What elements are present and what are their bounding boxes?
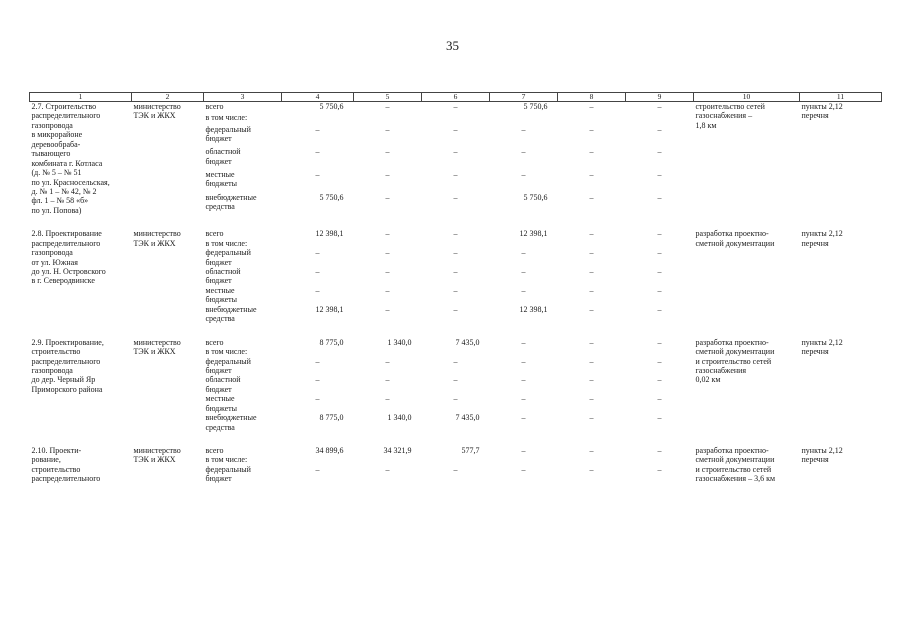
block-spacer xyxy=(30,215,882,229)
amount-cell: – xyxy=(521,285,526,295)
amount-cell: – xyxy=(453,304,458,314)
amount-cell: – xyxy=(589,147,594,157)
table-row xyxy=(30,338,882,347)
amount-cell: – xyxy=(385,356,390,366)
measure-name-line: по ул. Попова) xyxy=(31,205,82,215)
expected-result-line: газоснабжения – xyxy=(695,111,753,121)
amount-cell: – xyxy=(453,192,458,202)
table-row xyxy=(30,229,882,238)
block-spacer xyxy=(30,432,882,446)
amount-cell xyxy=(282,455,354,464)
amount-cell: 5 750,6 xyxy=(523,192,548,202)
funding-source-cell xyxy=(204,113,282,124)
column-number: 3 xyxy=(204,93,282,102)
amount-cell: 577,7 xyxy=(461,446,480,455)
executor-cell xyxy=(132,338,204,432)
funding-source-line: бюджеты xyxy=(205,295,238,305)
expected-result-line: 1,8 км xyxy=(695,120,717,130)
executor-line: министерство xyxy=(133,446,181,455)
measure-name-line: фл. 1 – № 58 «б» xyxy=(31,196,89,206)
amount-cell: – xyxy=(589,446,594,455)
column-number: 8 xyxy=(558,93,626,102)
funding-source-line: внебюджетные xyxy=(205,304,257,314)
amount-cell: – xyxy=(589,356,594,366)
expected-result-cell xyxy=(694,446,800,484)
amount-cell: – xyxy=(385,464,390,474)
amount-cell: 34 899,6 xyxy=(315,446,344,455)
measure-name-cell xyxy=(30,102,132,216)
measure-name-line: (д. № 5 – № 51 xyxy=(31,168,82,178)
executor-line: ТЭК и ЖКХ xyxy=(133,238,176,248)
amount-cell xyxy=(422,347,490,356)
funding-source-line: областной xyxy=(205,375,241,385)
amount-cell: – xyxy=(315,394,320,404)
amount-cell xyxy=(422,113,490,124)
amount-cell: – xyxy=(521,248,526,258)
amount-cell: – xyxy=(315,267,320,276)
points-line: перечня xyxy=(801,238,829,248)
executor-line: министерство xyxy=(133,102,181,111)
table-row xyxy=(30,102,882,114)
column-number: 1 xyxy=(30,93,132,102)
measure-name-cell xyxy=(30,338,132,432)
amount-cell: – xyxy=(521,337,526,347)
amount-cell: – xyxy=(589,337,594,347)
expected-result-line: сметной документации xyxy=(695,455,775,465)
column-number: 9 xyxy=(626,93,694,102)
funding-source-line: бюджеты xyxy=(205,403,238,413)
funding-source-line: всего xyxy=(205,229,224,239)
amount-cell: – xyxy=(385,169,390,179)
funding-source-line: средства xyxy=(205,422,235,432)
executor-line: ТЭК и ЖКХ xyxy=(133,455,176,465)
amount-cell xyxy=(354,113,422,124)
executor-cell xyxy=(132,229,204,323)
page-number: 35 xyxy=(446,38,459,53)
measure-name-line: строительство xyxy=(31,347,81,357)
measure-name-line: распределительного xyxy=(31,356,101,366)
amount-cell: 5 750,6 xyxy=(523,102,548,111)
amount-cell: – xyxy=(521,124,526,134)
amount-cell xyxy=(490,455,558,464)
amount-cell xyxy=(490,113,558,124)
funding-source-line: бюджет xyxy=(205,276,232,286)
funding-source-cell xyxy=(204,248,282,267)
amount-cell: – xyxy=(657,169,662,179)
amount-cell: 12 398,1 xyxy=(519,229,548,239)
funding-source-line: бюджет xyxy=(205,474,232,484)
amount-cell: – xyxy=(589,304,594,314)
amount-cell: – xyxy=(657,102,662,111)
executor-cell xyxy=(132,102,204,216)
funding-source-cell xyxy=(204,465,282,484)
amount-cell: – xyxy=(385,304,390,314)
measure-name-line: распределительного xyxy=(31,238,101,248)
funding-source-line: в том числе: xyxy=(205,238,248,248)
amount-cell: – xyxy=(385,192,390,202)
column-number: 6 xyxy=(422,93,490,102)
expected-result-line: 0,02 км xyxy=(695,375,721,385)
amount-cell: 8 775,0 xyxy=(319,337,344,347)
amount-cell: – xyxy=(657,304,662,314)
points-cell xyxy=(800,446,882,484)
funding-source-cell xyxy=(204,357,282,376)
amount-cell: – xyxy=(657,248,662,258)
amount-cell: – xyxy=(589,413,594,423)
measure-name-line: до дер. Черный Яр xyxy=(31,375,96,385)
funding-source-cell xyxy=(204,229,282,238)
amount-cell: – xyxy=(315,147,320,157)
funding-source-line: федеральный xyxy=(205,124,251,134)
executor-line: ТЭК и ЖКХ xyxy=(133,347,176,357)
measure-name-line: деревообраба- xyxy=(31,139,81,149)
funding-source-line: внебюджетные xyxy=(205,413,257,423)
column-number: 10 xyxy=(694,93,800,102)
amount-cell xyxy=(282,113,354,124)
funding-source-line: федеральный xyxy=(205,248,251,258)
amount-cell: 7 435,0 xyxy=(455,413,480,423)
amount-cell: – xyxy=(453,124,458,134)
amount-cell xyxy=(558,455,626,464)
measure-name-cell xyxy=(30,229,132,323)
amount-cell: – xyxy=(521,413,526,423)
funding-source-cell xyxy=(204,125,282,148)
amount-cell: – xyxy=(521,446,526,455)
amount-cell: – xyxy=(589,375,594,385)
amount-cell: – xyxy=(315,356,320,366)
measure-name-line: распределительного xyxy=(31,111,101,121)
amount-cell: – xyxy=(453,267,458,276)
amount-cell xyxy=(626,455,694,464)
funding-source-line: средства xyxy=(205,314,235,324)
expected-result-line: и строительство сетей xyxy=(695,356,772,366)
amount-cell xyxy=(626,239,694,248)
measure-name-line: Приморского района xyxy=(31,384,103,394)
measure-name-line: 2.8. Проектирование xyxy=(31,229,102,239)
funding-source-cell xyxy=(204,267,282,286)
amount-cell: 1 340,0 xyxy=(387,413,412,423)
amount-cell: – xyxy=(589,192,594,202)
amount-cell: – xyxy=(385,285,390,295)
amount-cell: – xyxy=(315,124,320,134)
measure-name-line: рование, xyxy=(31,455,61,465)
funding-source-cell xyxy=(204,193,282,216)
amount-cell: – xyxy=(385,102,390,111)
amount-cell: – xyxy=(657,464,662,474)
block-spacer-cell xyxy=(30,324,882,338)
funding-source-line: местные xyxy=(205,394,235,404)
amount-cell xyxy=(490,239,558,248)
amount-cell: – xyxy=(589,285,594,295)
funding-source-cell xyxy=(204,170,282,193)
amount-cell: – xyxy=(453,375,458,385)
amount-cell: – xyxy=(657,356,662,366)
amount-cell: – xyxy=(657,229,662,239)
amount-cell: – xyxy=(521,394,526,404)
funding-source-line: в том числе: xyxy=(205,347,248,357)
column-number: 11 xyxy=(800,93,882,102)
block-spacer-cell xyxy=(30,432,882,446)
amount-cell: – xyxy=(521,464,526,474)
expected-result-cell xyxy=(694,102,800,216)
amount-cell: – xyxy=(385,147,390,157)
points-line: перечня xyxy=(801,111,829,121)
amount-cell: – xyxy=(657,124,662,134)
amount-cell xyxy=(558,239,626,248)
block-spacer xyxy=(30,324,882,338)
measure-name-cell xyxy=(30,446,132,484)
measure-name-line: тывающего xyxy=(31,149,71,159)
amount-cell: – xyxy=(657,147,662,157)
amount-cell: – xyxy=(589,394,594,404)
column-number: 5 xyxy=(354,93,422,102)
funding-source-line: бюджет xyxy=(205,156,232,166)
amount-cell: – xyxy=(657,446,662,455)
funding-source-line: областной xyxy=(205,147,241,157)
measure-name-line: по ул. Красносельская, xyxy=(31,177,110,187)
funding-source-line: бюджет xyxy=(205,384,232,394)
amount-cell: – xyxy=(315,248,320,258)
column-number: 4 xyxy=(282,93,354,102)
amount-cell: – xyxy=(453,394,458,404)
expected-result-cell xyxy=(694,229,800,323)
points-cell xyxy=(800,229,882,323)
amount-cell: 12 398,1 xyxy=(519,304,548,314)
column-number-row xyxy=(30,93,882,102)
amount-cell: – xyxy=(315,375,320,385)
column-number: 7 xyxy=(490,93,558,102)
funding-source-cell xyxy=(204,455,282,464)
points-line: перечня xyxy=(801,455,829,465)
expected-result-line: и строительство сетей xyxy=(695,464,772,474)
amount-cell: – xyxy=(453,169,458,179)
executor-line: министерство xyxy=(133,229,181,239)
funding-source-line: бюджет xyxy=(205,134,232,144)
amount-cell xyxy=(354,239,422,248)
amount-cell: – xyxy=(589,169,594,179)
amount-cell: – xyxy=(657,375,662,385)
funding-source-cell xyxy=(204,239,282,248)
amount-cell: – xyxy=(589,248,594,258)
funding-source-line: местные xyxy=(205,285,235,295)
funding-source-cell xyxy=(204,147,282,170)
amount-cell: – xyxy=(453,102,458,111)
amount-cell: – xyxy=(453,248,458,258)
points-line: перечня xyxy=(801,347,829,357)
amount-cell: – xyxy=(589,229,594,239)
amount-cell: – xyxy=(657,394,662,404)
funding-source-line: в том числе: xyxy=(205,455,248,465)
funding-source-line: бюджет xyxy=(205,257,232,267)
program-table xyxy=(29,92,882,484)
amount-cell xyxy=(490,347,558,356)
executor-cell xyxy=(132,446,204,484)
funding-source-cell xyxy=(204,102,282,114)
column-number: 2 xyxy=(132,93,204,102)
measure-name-line: газопровода xyxy=(31,365,73,375)
executor-line: ТЭК и ЖКХ xyxy=(133,111,176,121)
executor-line: министерство xyxy=(133,337,181,347)
amount-cell: 12 398,1 xyxy=(315,304,344,314)
points-line: пункты 2,12 xyxy=(801,337,843,347)
amount-cell: – xyxy=(657,192,662,202)
amount-cell xyxy=(422,455,490,464)
funding-source-cell xyxy=(204,446,282,455)
amount-cell: – xyxy=(657,267,662,276)
amount-cell xyxy=(558,113,626,124)
amount-cell xyxy=(282,347,354,356)
amount-cell xyxy=(354,347,422,356)
amount-cell: – xyxy=(521,267,526,276)
funding-source-line: федеральный xyxy=(205,464,251,474)
measure-name-line: распределительного xyxy=(31,474,101,484)
funding-source-cell xyxy=(204,347,282,356)
amount-cell xyxy=(354,455,422,464)
amount-cell: – xyxy=(385,267,390,276)
expected-result-line: разработка проектно- xyxy=(695,337,769,347)
funding-source-line: местные xyxy=(205,169,235,179)
expected-result-line: газоснабжения – 3,6 км xyxy=(695,474,776,484)
funding-source-line: средства xyxy=(205,202,235,212)
expected-result-line: сметной документации xyxy=(695,238,775,248)
funding-source-line: бюджеты xyxy=(205,179,238,189)
points-cell xyxy=(800,102,882,216)
measure-name-line: комбината г. Котласа xyxy=(31,158,103,168)
amount-cell: – xyxy=(453,229,458,239)
amount-cell xyxy=(626,347,694,356)
amount-cell: – xyxy=(657,285,662,295)
measure-name-line: до ул. Н. Островского xyxy=(31,267,106,276)
measure-name-line: 2.9. Проектирование, xyxy=(31,337,104,347)
points-line: пункты 2,12 xyxy=(801,102,843,111)
amount-cell: 1 340,0 xyxy=(387,337,412,347)
expected-result-line: газоснабжения xyxy=(695,365,747,375)
points-cell xyxy=(800,338,882,432)
funding-source-cell xyxy=(204,286,282,305)
amount-cell xyxy=(422,239,490,248)
expected-result-line: разработка проектно- xyxy=(695,446,769,455)
amount-cell: – xyxy=(521,169,526,179)
amount-cell: – xyxy=(385,375,390,385)
measure-name-line: газопровода xyxy=(31,120,73,130)
funding-source-line: в том числе: xyxy=(205,113,248,123)
amount-cell: 7 435,0 xyxy=(455,337,480,347)
amount-cell: – xyxy=(453,285,458,295)
table-row xyxy=(30,446,882,455)
amount-cell: – xyxy=(453,356,458,366)
amount-cell: – xyxy=(589,102,594,111)
points-line: пункты 2,12 xyxy=(801,229,843,239)
funding-source-line: областной xyxy=(205,267,241,276)
measure-name-line: строительство xyxy=(31,464,81,474)
measure-name-line: 2.10. Проекти- xyxy=(31,446,82,455)
block-spacer-cell xyxy=(30,215,882,229)
funding-source-line: всего xyxy=(205,102,224,111)
expected-result-line: строительство сетей xyxy=(695,102,765,111)
funding-source-line: внебюджетные xyxy=(205,192,257,202)
amount-cell xyxy=(626,113,694,124)
amount-cell xyxy=(558,347,626,356)
amount-cell: 5 750,6 xyxy=(319,192,344,202)
amount-cell: 12 398,1 xyxy=(315,229,344,239)
amount-cell: – xyxy=(453,147,458,157)
funding-source-line: всего xyxy=(205,446,224,455)
points-line: пункты 2,12 xyxy=(801,446,843,455)
amount-cell: 8 775,0 xyxy=(319,413,344,423)
funding-source-cell xyxy=(204,413,282,432)
amount-cell: – xyxy=(385,124,390,134)
measure-name-line: д. № 1 – № 42, № 2 xyxy=(31,186,97,196)
measure-name-line: 2.7. Строительство xyxy=(31,102,97,111)
amount-cell: 34 321,9 xyxy=(383,446,412,455)
measure-name-line: в микрорайоне xyxy=(31,130,83,140)
measure-name-line: в г. Северодвинске xyxy=(31,276,95,286)
expected-result-line: разработка проектно- xyxy=(695,229,769,239)
funding-source-line: федеральный xyxy=(205,356,251,366)
expected-result-line: сметной документации xyxy=(695,347,775,357)
expected-result-cell xyxy=(694,338,800,432)
measure-name-line: от ул. Южная xyxy=(31,257,78,267)
amount-cell: – xyxy=(453,464,458,474)
amount-cell: – xyxy=(521,356,526,366)
amount-cell: – xyxy=(385,248,390,258)
amount-cell: – xyxy=(385,229,390,239)
amount-cell: – xyxy=(589,267,594,276)
amount-cell: – xyxy=(315,285,320,295)
funding-source-cell xyxy=(204,394,282,413)
amount-cell: – xyxy=(657,337,662,347)
amount-cell: – xyxy=(385,394,390,404)
amount-cell xyxy=(282,239,354,248)
measure-name-line: газопровода xyxy=(31,248,73,258)
funding-source-line: бюджет xyxy=(205,365,232,375)
funding-source-cell xyxy=(204,305,282,324)
amount-cell: – xyxy=(589,124,594,134)
amount-cell: – xyxy=(589,464,594,474)
amount-cell: – xyxy=(315,464,320,474)
amount-cell: – xyxy=(521,147,526,157)
amount-cell: 5 750,6 xyxy=(319,102,344,111)
amount-cell: – xyxy=(657,413,662,423)
funding-source-line: всего xyxy=(205,337,224,347)
funding-source-cell xyxy=(204,338,282,347)
amount-cell: – xyxy=(315,169,320,179)
amount-cell: – xyxy=(521,375,526,385)
funding-source-cell xyxy=(204,375,282,394)
